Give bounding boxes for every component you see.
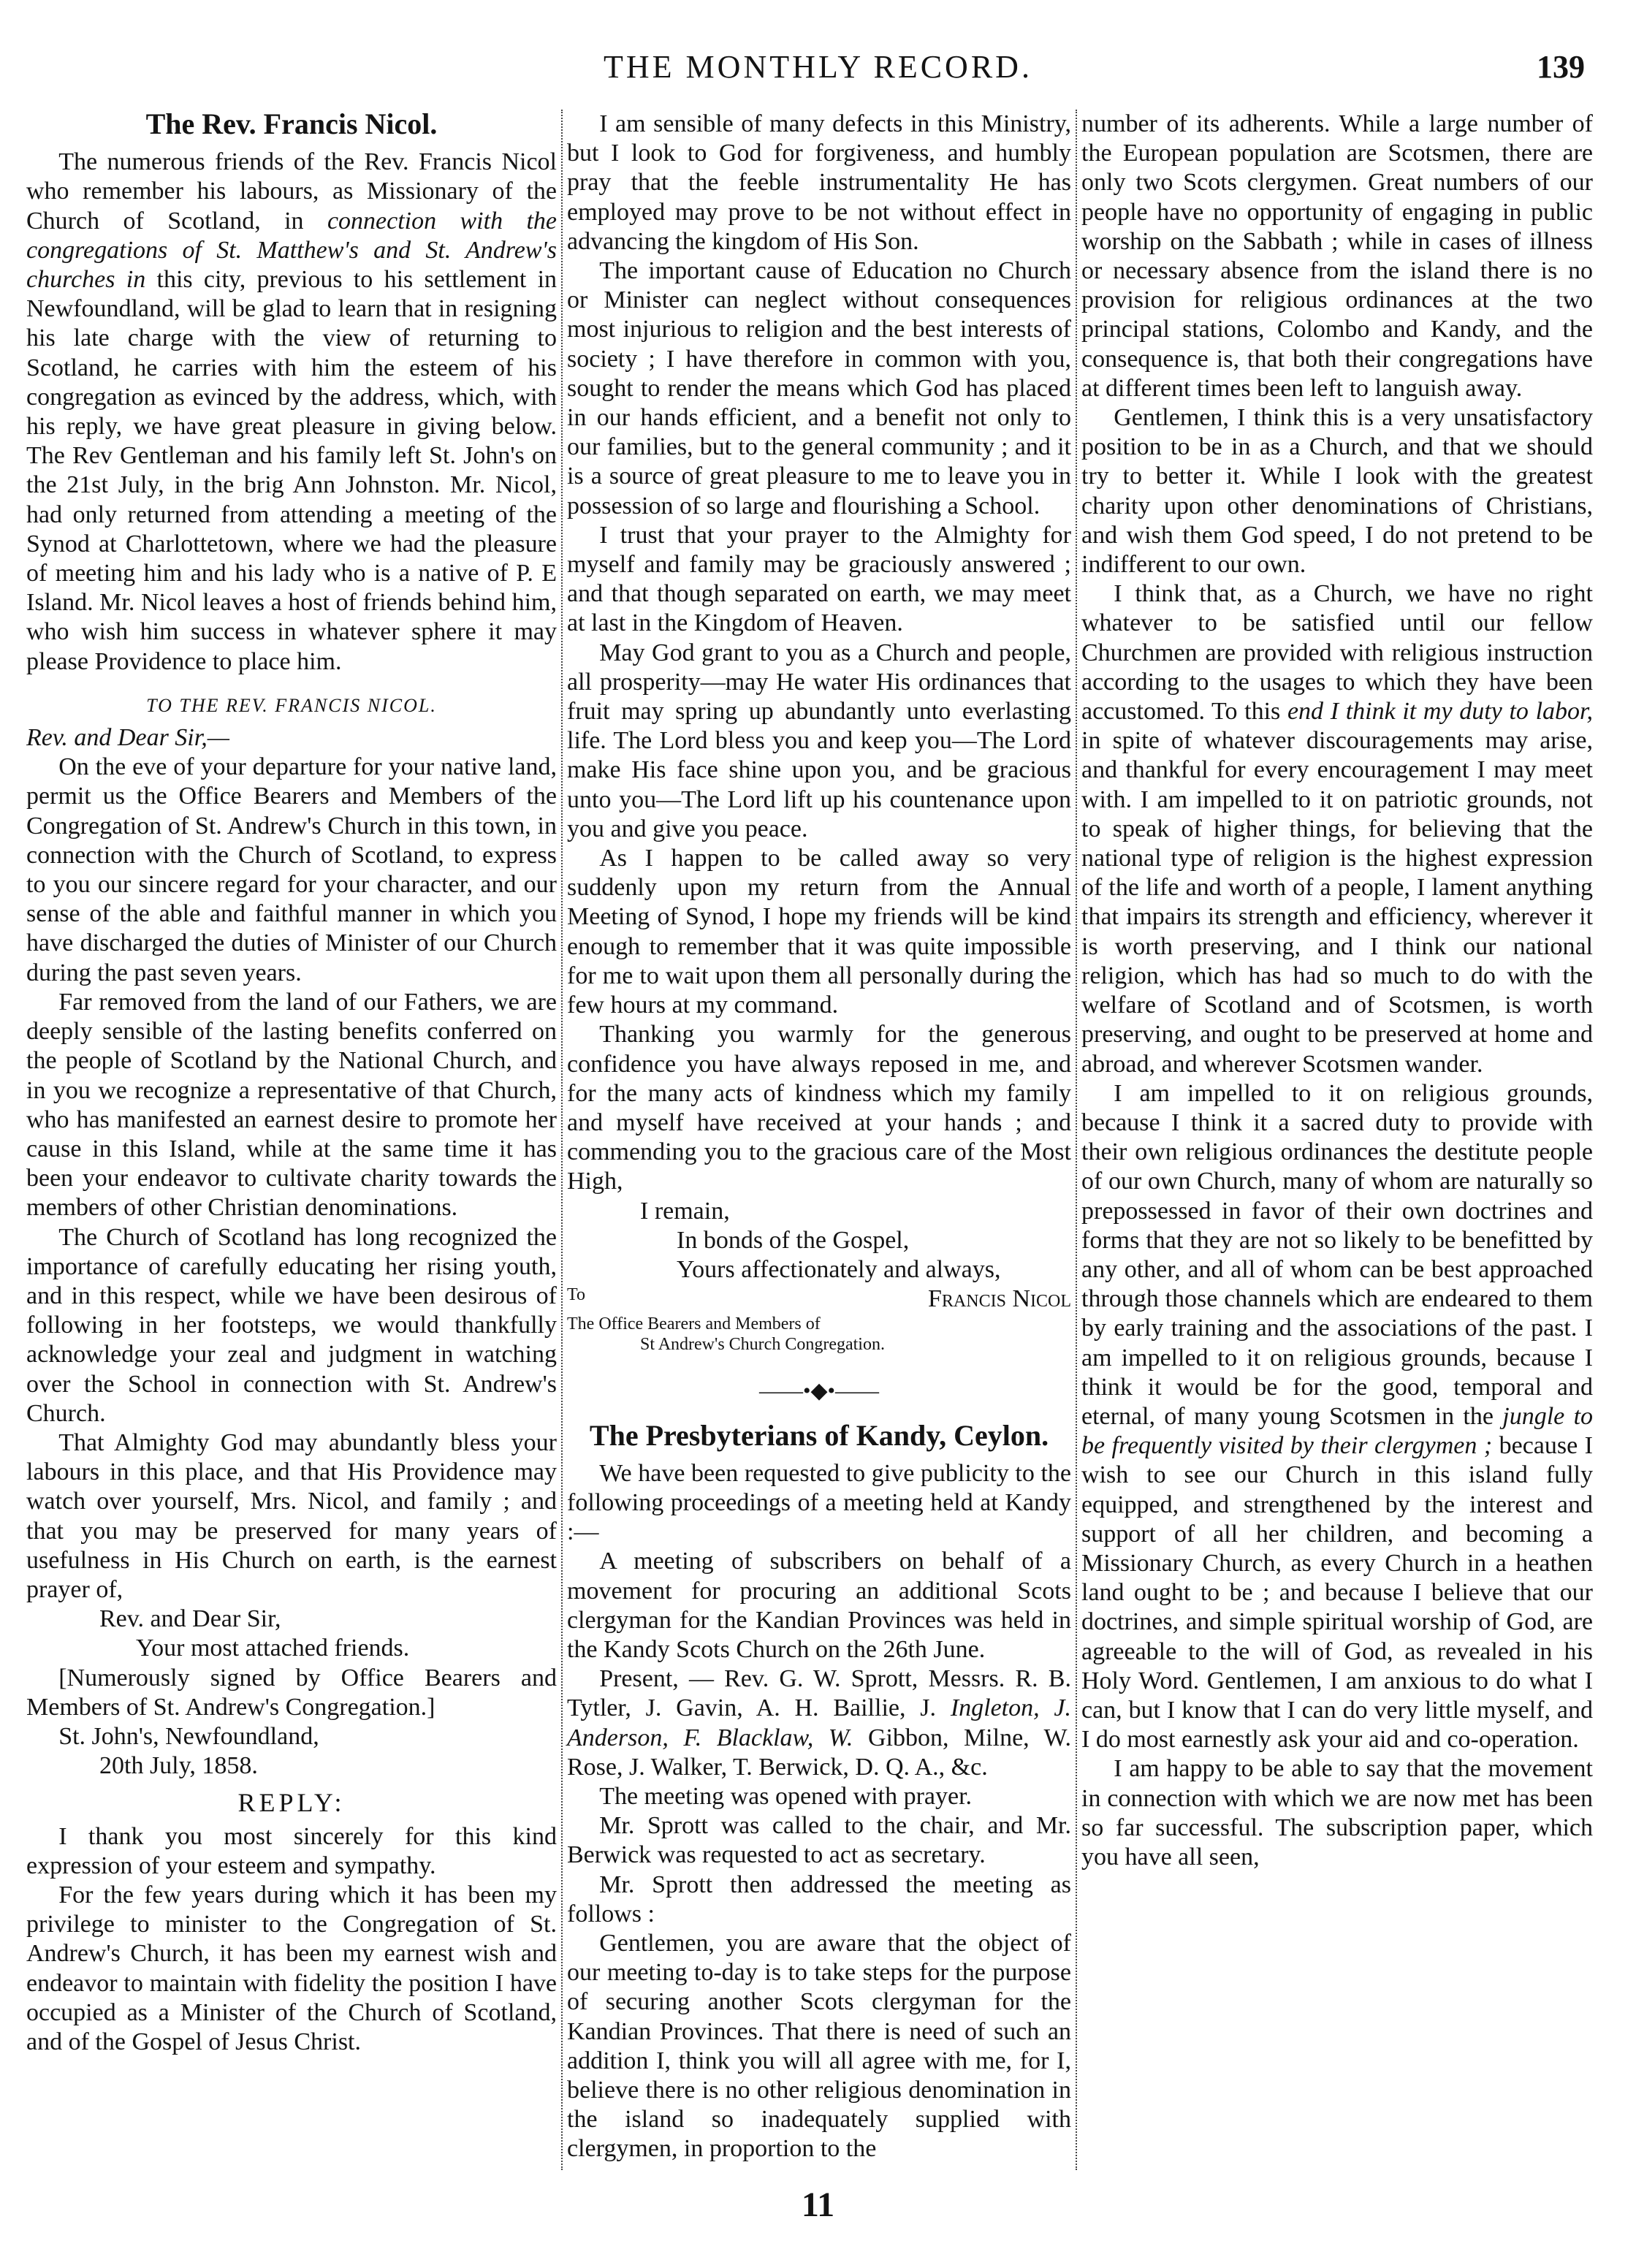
paragraph: The meeting was opened with prayer. bbox=[599, 1782, 973, 1810]
paragraph: As I happen to be called away so very suddenly upon my return from the Annual Meeting of Synod, I hope my friends will be kind enough to remember that it was quite impossible for me to wait upon them all personally during the few hours at my command. bbox=[567, 845, 1071, 1019]
paragraph: I am sensible of many defects in this Ministry, but I look to God for forgiveness, and humbly pray that the feeble instrumentality He has employed may prove to be not without effect in advancing the kingdom of His Son. bbox=[567, 110, 1071, 255]
paragraph bbox=[26, 148, 557, 677]
signer-name: Francis Nicol bbox=[928, 1285, 1071, 1313]
closing-line: Yours affectionately and always, bbox=[677, 1255, 1001, 1283]
page-header bbox=[0, 48, 1636, 99]
paragraph: We have been requested to give publicity to the following proceedings of a meeting held at Kandy :— bbox=[567, 1459, 1071, 1546]
column-3 bbox=[1081, 110, 1593, 1872]
column-2 bbox=[567, 110, 1071, 2164]
paragraph: Thanking you warmly for the generous confidence you have always reposed in me, and for the many acts of kindness which my family and myself have received at your hands ; and commending you to the gracious care of the Most High, bbox=[567, 1021, 1071, 1195]
recipient-line: The Office Bearers and Members of bbox=[567, 1314, 821, 1334]
text: Present, — Rev. G. W. Sprott, Messrs. R. B. Tytler, J. Gavin, A. H. Baillie, J. bbox=[567, 1665, 1071, 1722]
article-title-kandy: The Presbyterians of Kandy, Ceylon. bbox=[589, 1418, 1049, 1452]
paragraph: Far removed from the land of our Fathers, we are deeply sensible of the lasting benefits conferred on the people of Scotland by the National Church, and in you we recognize a representative of that Church, who has manifested an earnest desire to promote her cause in this Island, while at the same time it has been your endeavor to cultivate charity towards the members of other Christian denominations. bbox=[26, 988, 557, 1222]
signature-mark: 11 bbox=[801, 2185, 835, 2224]
paragraph: Mr. Sprott then addressed the meeting as follows : bbox=[567, 1871, 1071, 1928]
recipient-line: St Andrew's Church Congregation. bbox=[640, 1335, 885, 1355]
paragraph: Gentlemen, I think this is a very unsatisfactory position to be in as a Church, and that we should try to better it. While I look with the greatest charity upon other denominations of Christians, and wish them God speed, I do not pretend to be indifferent to our own. bbox=[1081, 404, 1593, 579]
date-line: 20th July, 1858. bbox=[99, 1752, 258, 1780]
paragraph: On the eve of your departure for your native land, permit us the Office Bearers and Members of the Congregation of St. Andrew's Church in this town, in connection with the Church of Scotland, to express to you our sincere regard for your character, and our sense of the able and faithful manner in which you have discharged the duties of Minister of our Church during the past seven years. bbox=[26, 753, 557, 986]
text-italic: end I think it my duty to labor, bbox=[1287, 698, 1593, 726]
text: I am impelled to it on religious grounds, because I think it a sacred duty to provide with their own religious ordinances the destitute people of our own Church, many of whom are naturally so prepossessed in favor of their own doctrines and forms that they are not so likely to be benefitted by any other, and all of whom can be best approached through those channels which are endeared to them by early training and the associations of the past. I am impelled to it on religious grounds, because I think it would be for the good, temporal and eternal, of many young Scotsmen in the bbox=[1081, 1079, 1593, 1430]
text: this city, previous to his settlement in Newfoundland, will be glad to learn that in resigning his late charge with the view of returning to Scotland, he carries with him the esteem of his congregation as evinced by the address, which, with his reply, we have great pleasure in giving below. The Rev Gentleman and his family left St. John's on the 21st July, in the brig Ann Johnston. Mr. Nicol, had only returned from attending a meeting of the Synod at Charlottetown, where we had the pleasure of meeting him and his lady who is a native of P. E Island. Mr. Nicol leaves a host of friends behind him, who wish him success in whatever sphere it may please Providence to place him. bbox=[26, 266, 558, 675]
paragraph bbox=[567, 1664, 1071, 1782]
paragraph: I trust that your prayer to the Almighty for myself and family may be graciously answered ; and that though separated on earth, we may meet at last in the Kingdom of Heaven. bbox=[567, 521, 1071, 637]
paragraph: May God grant to you as a Church and people, all prosperity—may He water His ordinances that fruit may spring up abundantly unto everlasting life. The Lord bless you and keep you—The Lord make His face shine upon you, and be gracious unto you—The Lord lift up his countenance upon you and give you peace. bbox=[567, 639, 1071, 842]
running-head: THE MONTHLY RECORD. bbox=[604, 49, 1032, 85]
text: I think that, as a Church, we have no right whatever to be satisfied until our fellow Churchmen are provided with religious instruction according to the usages to which they have been accustomed. To this bbox=[1081, 580, 1593, 726]
column-1 bbox=[26, 107, 558, 2057]
paragraph: For the few years during which it has been my privilege to minister to the Congregation of St. Andrew's Church, it has been my earnest wish and endeavor to maintain with fidelity the position I have occupied as a Minister of the Church of Scotland, and of the Gospel of Jesus Christ. bbox=[26, 1881, 557, 2055]
paragraph: I thank you most sincerely for this kind expression of your esteem and sympathy. bbox=[26, 1822, 557, 1879]
ornament-divider: ——•◆•—— bbox=[758, 1379, 880, 1404]
to-label: To bbox=[567, 1285, 585, 1305]
paragraph: That Almighty God may abundantly bless your labours in this place, and that His Providence may watch over yourself, Mrs. Nicol, and family ; and that you may be preserved for many years of usefulness in His Church on earth, is the earnest prayer of, bbox=[26, 1428, 557, 1603]
closing-line: In bonds of the Gospel, bbox=[677, 1226, 910, 1254]
text: Gibbon, Milne, W. Rose, J. Walker, T. Berwick, D. Q. A., &c. bbox=[567, 1724, 1072, 1781]
place-line: St. John's, Newfoundland, bbox=[58, 1722, 319, 1750]
paragraph bbox=[1081, 1079, 1593, 1755]
paragraph: I am happy to be able to say that the movement in connection with which we are now met has been so far successful. The subscription paper, which you have all seen, bbox=[1081, 1755, 1593, 1871]
paragraph bbox=[1081, 579, 1593, 1078]
text-italic: jungle to be frequently visited by their clergymen ; bbox=[1081, 1402, 1594, 1460]
closing-line: I remain, bbox=[640, 1197, 730, 1225]
paragraph: The important cause of Education no Church or Minister can neglect without consequences most injurious to religion and the best interests of society ; I have therefore in common with you, sought to render the means which God has placed in our hands efficient, and a benefit not only to our families, but to the general community ; and it is a source of great pleasure to me to leave you in possession of so large and flourishing a School. bbox=[567, 257, 1071, 520]
reply-heading: REPLY: bbox=[237, 1788, 346, 1818]
paragraph: A meeting of subscribers on behalf of a movement for procuring an additional Scots clergyman for the Kandian Provinces was held in the Kandy Scots Church on the 26th June. bbox=[567, 1548, 1071, 1663]
column-rule-2 bbox=[1076, 110, 1077, 2170]
paragraph: Gentlemen, you are aware that the object of our meeting to-day is to take steps for the purpose of securing another Scots clergyman for the Kandian Provinces. That there is need of such an addition I, think you will all agree with me, for I, believe there is no other religious denomination in the island so inadequately supplied with clergymen, in proportion to the bbox=[567, 1929, 1071, 2163]
signed-note: [Numerously signed by Office Bearers and Members of St. Andrew's Congregation.] bbox=[26, 1664, 557, 1721]
text-italic: Ingleton, J. Anderson, F. Blacklaw, W. bbox=[567, 1694, 1071, 1751]
column-rule-1 bbox=[561, 110, 563, 2170]
address-heading: TO THE REV. FRANCIS NICOL. bbox=[146, 694, 437, 716]
closing-line: Your most attached friends. bbox=[136, 1635, 410, 1662]
page-number: 139 bbox=[1537, 49, 1585, 85]
paragraph: The Church of Scotland has long recognized the importance of carefully educating her rising youth, and in this respect, while we have been desirous of following in her footsteps, we would thankfully acknowledge your zeal and judgment in watching over the School in connection with St. Andrew's Church. bbox=[26, 1223, 557, 1427]
text: The numerous friends of the Rev. Francis Nicol who remember his labours, as Missionary of the Church of Scotland, in bbox=[26, 148, 557, 235]
article-title-nicol: The Rev. Francis Nicol. bbox=[145, 107, 438, 140]
closing-line: Rev. and Dear Sir, bbox=[99, 1605, 281, 1633]
signature-row bbox=[567, 1285, 1071, 1314]
text-italic: connection with the congregations of St. Matthew's and St. Andrew's churches in bbox=[26, 207, 558, 294]
text: in spite of whatever discouragements may arise, and thankful for every encouragement I may meet with. I am impelled to it on patriotic grounds, not to speak of higher things, for believing that the national type of religion is the highest expression of the life and worth of a people, I lament anything that impairs its strength and efficiency, wherever it is worth preserving, and I think our national religion, which has had so much to do with the welfare of Scotland and of Scotsmen, is worth preserving, and ought to be preserved at home and abroad, and wherever Scotsmen wander. bbox=[1081, 727, 1593, 1078]
text: because I wish to see our Church in this island fully equipped, and strengthened by the interest and support of all her children, and becoming a Missionary Church, as every Church in a heathen land ought to be ; and because I believe that our doctrines, and simple spiritual worship of God, are agreeable to the will of God, as revealed in his Holy Word. Gentlemen, I am anxious to do what I can, but I know that I can do very little myself, and I do most earnestly ask your aid and co-operation. bbox=[1081, 1432, 1594, 1754]
paragraph: Mr. Sprott was called to the chair, and Mr. Berwick was requested to act as secretary. bbox=[567, 1812, 1071, 1869]
salutation: Rev. and Dear Sir,— bbox=[26, 724, 229, 752]
paragraph: number of its adherents. While a large number of the European population are Scotsmen, there are only two Scots clergymen. Great numbers of our people have no opportunity of engaging in public worship on the Sabbath ; while in cases of illness or necessary absence from the island there is no provision for religious ordinances at the two principal stations, Colombo and Kandy, and the consequence is, that both their congregations have at different times been left to languish away. bbox=[1081, 110, 1593, 402]
